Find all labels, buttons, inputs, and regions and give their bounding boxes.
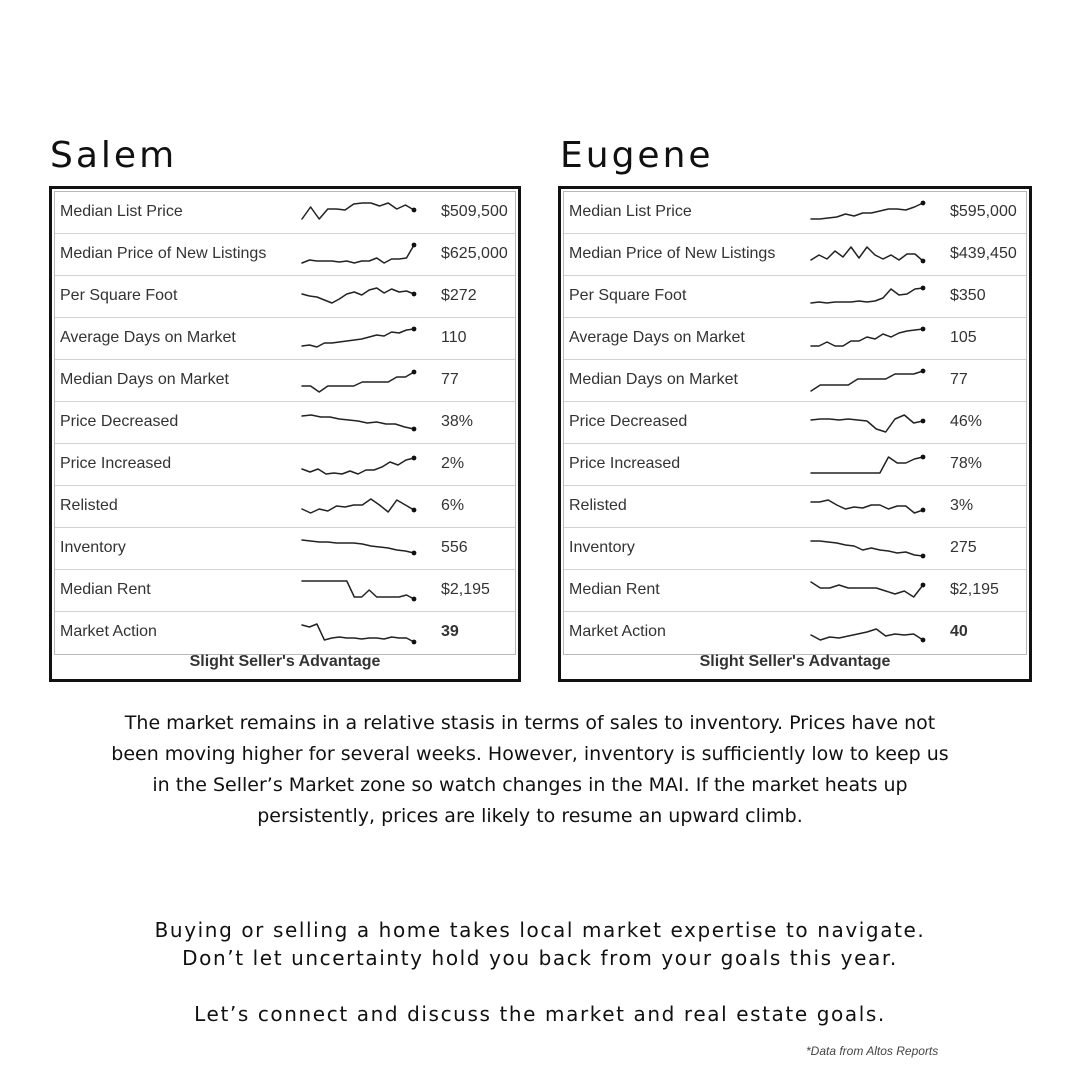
- stat-label: Median List Price: [569, 203, 692, 220]
- sparkline-path: [302, 458, 414, 474]
- stat-row: [55, 276, 515, 318]
- salem-heading: Salem: [50, 135, 178, 176]
- data-source-note: *Data from Altos Reports: [806, 1044, 939, 1058]
- stat-row: [55, 444, 515, 486]
- stat-row: [55, 570, 515, 612]
- sparkline-end-dot: [921, 638, 926, 643]
- trend-sparkline: [809, 493, 927, 521]
- stat-value: $2,195: [950, 581, 999, 598]
- stat-label: Median Price of New Listings: [569, 245, 776, 262]
- stat-value: 40: [950, 623, 968, 640]
- sparkline-path: [811, 288, 923, 303]
- stat-label: Inventory: [60, 539, 126, 556]
- sparkline-path: [302, 624, 414, 642]
- trend-sparkline: [300, 283, 418, 311]
- trend-sparkline: [809, 577, 927, 605]
- sparkline-end-dot: [412, 243, 417, 248]
- stat-value: 110: [441, 329, 467, 346]
- trend-sparkline: [300, 367, 418, 395]
- sparkline-path: [302, 329, 414, 347]
- stat-row: [55, 360, 515, 402]
- stat-label: Average Days on Market: [569, 329, 745, 346]
- sparkline-path: [811, 203, 923, 219]
- stat-row: [564, 234, 1026, 276]
- stat-label: Median Rent: [569, 581, 660, 598]
- stat-row: [564, 486, 1026, 528]
- stat-row: [564, 528, 1026, 570]
- trend-sparkline: [809, 535, 927, 563]
- trend-sparkline: [300, 577, 418, 605]
- sparkline-end-dot: [921, 419, 926, 424]
- cta-line-3: Let’s connect and discuss the market and real estate goals.: [194, 1002, 886, 1026]
- sparkline-path: [302, 499, 414, 513]
- stat-label: Price Increased: [60, 455, 172, 472]
- sparkline-end-dot: [921, 369, 926, 374]
- sparkline-end-dot: [921, 201, 926, 206]
- trend-sparkline: [809, 199, 927, 227]
- stat-value: $272: [441, 287, 477, 304]
- stat-label: Inventory: [569, 539, 635, 556]
- sparkline-end-dot: [921, 327, 926, 332]
- sparkline-path: [302, 245, 414, 263]
- stat-value: $595,000: [950, 203, 1017, 220]
- salem-stats-table: [54, 191, 516, 655]
- trend-sparkline: [300, 325, 418, 353]
- eugene-stats-panel: [558, 186, 1032, 682]
- stat-row: [564, 402, 1026, 444]
- stat-row: [55, 318, 515, 360]
- stat-row: [55, 192, 515, 234]
- stat-label: Price Decreased: [569, 413, 688, 430]
- cta-line-2: Don’t let uncertainty hold you back from your goals this year.: [182, 946, 898, 970]
- stat-row: [55, 402, 515, 444]
- sparkline-end-dot: [412, 508, 417, 513]
- stat-row: [564, 318, 1026, 360]
- salem-stats-panel: [49, 186, 521, 682]
- stat-label: Median Price of New Listings: [60, 245, 267, 262]
- stat-value: 105: [950, 329, 977, 346]
- sparkline-path: [302, 415, 414, 429]
- trend-sparkline: [809, 409, 927, 437]
- trend-sparkline: [809, 619, 927, 647]
- sparkline-end-dot: [921, 508, 926, 513]
- salem-market-status: Slight Seller's Advantage: [189, 653, 381, 670]
- stat-label: Market Action: [569, 623, 666, 640]
- stat-label: Average Days on Market: [60, 329, 236, 346]
- sparkline-path: [811, 541, 923, 556]
- stat-value: 77: [950, 371, 968, 388]
- trend-sparkline: [300, 199, 418, 227]
- sparkline-end-dot: [412, 456, 417, 461]
- trend-sparkline: [300, 535, 418, 563]
- stat-label: Median Days on Market: [569, 371, 738, 388]
- sparkline-path: [302, 581, 414, 599]
- stat-value: $439,450: [950, 245, 1017, 262]
- sparkline-path: [811, 371, 923, 391]
- stat-row: [564, 612, 1026, 654]
- stat-row: [55, 234, 515, 276]
- stat-value: $2,195: [441, 581, 490, 598]
- stat-label: Per Square Foot: [569, 287, 687, 304]
- stat-label: Relisted: [60, 497, 118, 514]
- stat-value: 39: [441, 623, 459, 640]
- stat-row: [55, 612, 515, 654]
- stat-label: Relisted: [569, 497, 627, 514]
- stat-value: 77: [441, 371, 459, 388]
- stat-row: [55, 528, 515, 570]
- eugene-heading: Eugene: [560, 135, 714, 176]
- sparkline-end-dot: [921, 259, 926, 264]
- sparkline-end-dot: [412, 427, 417, 432]
- stat-value: 556: [441, 539, 468, 556]
- sparkline-path: [811, 500, 923, 513]
- stat-value: $350: [950, 287, 986, 304]
- stat-label: Market Action: [60, 623, 157, 640]
- sparkline-end-dot: [412, 327, 417, 332]
- sparkline-path: [811, 629, 923, 640]
- sparkline-end-dot: [412, 597, 417, 602]
- stat-label: Median Rent: [60, 581, 151, 598]
- sparkline-path: [302, 540, 414, 553]
- stat-value: 6%: [441, 497, 465, 514]
- stat-row: [564, 360, 1026, 402]
- sparkline-end-dot: [412, 551, 417, 556]
- sparkline-end-dot: [412, 292, 417, 297]
- stat-label: Price Decreased: [60, 413, 179, 430]
- market-summary-paragraph: The market remains in a relative stasis in terms of sales to inventory. Prices have not been moving higher for several weeks. However, inventory is sufficiently low to keep us in the Seller’s Market zone so watch changes in the MAI. If the market heats up persistently, prices are likely to resume an upward climb.: [111, 712, 949, 827]
- stat-label: Per Square Foot: [60, 287, 178, 304]
- trend-sparkline: [809, 367, 927, 395]
- stat-value: $625,000: [441, 245, 508, 262]
- stat-value: $509,500: [441, 203, 508, 220]
- stat-value: 78%: [950, 455, 983, 472]
- sparkline-end-dot: [412, 640, 417, 645]
- stat-value: 3%: [950, 497, 974, 514]
- trend-sparkline: [300, 241, 418, 269]
- stat-value: 38%: [441, 413, 474, 430]
- trend-sparkline: [300, 493, 418, 521]
- stat-label: Median List Price: [60, 203, 183, 220]
- stat-label: Median Days on Market: [60, 371, 229, 388]
- sparkline-end-dot: [412, 370, 417, 375]
- sparkline-end-dot: [921, 286, 926, 291]
- sparkline-path: [811, 415, 923, 432]
- stat-row: [564, 276, 1026, 318]
- stat-value: 275: [950, 539, 977, 556]
- sparkline-path: [811, 457, 923, 473]
- stat-value: 2%: [441, 455, 465, 472]
- sparkline-path: [302, 203, 414, 219]
- eugene-stats-table: [563, 191, 1027, 655]
- sparkline-path: [811, 247, 923, 261]
- sparkline-end-dot: [921, 455, 926, 460]
- trend-sparkline: [300, 619, 418, 647]
- trend-sparkline: [809, 451, 927, 479]
- stat-row: [564, 444, 1026, 486]
- stat-row: [564, 192, 1026, 234]
- sparkline-end-dot: [412, 208, 417, 213]
- trend-sparkline: [809, 241, 927, 269]
- eugene-market-status: Slight Seller's Advantage: [699, 653, 891, 670]
- sparkline-path: [811, 329, 923, 346]
- trend-sparkline: [300, 451, 418, 479]
- sparkline-path: [302, 288, 414, 303]
- trend-sparkline: [809, 325, 927, 353]
- sparkline-path: [811, 582, 923, 597]
- stat-value: 46%: [950, 413, 983, 430]
- trend-sparkline: [300, 409, 418, 437]
- stat-row: [55, 486, 515, 528]
- cta-line-1: Buying or selling a home takes local market expertise to navigate.: [154, 918, 926, 942]
- sparkline-end-dot: [921, 583, 926, 588]
- trend-sparkline: [809, 283, 927, 311]
- sparkline-end-dot: [921, 554, 926, 559]
- stat-row: [564, 570, 1026, 612]
- stat-label: Price Increased: [569, 455, 681, 472]
- sparkline-path: [302, 372, 414, 392]
